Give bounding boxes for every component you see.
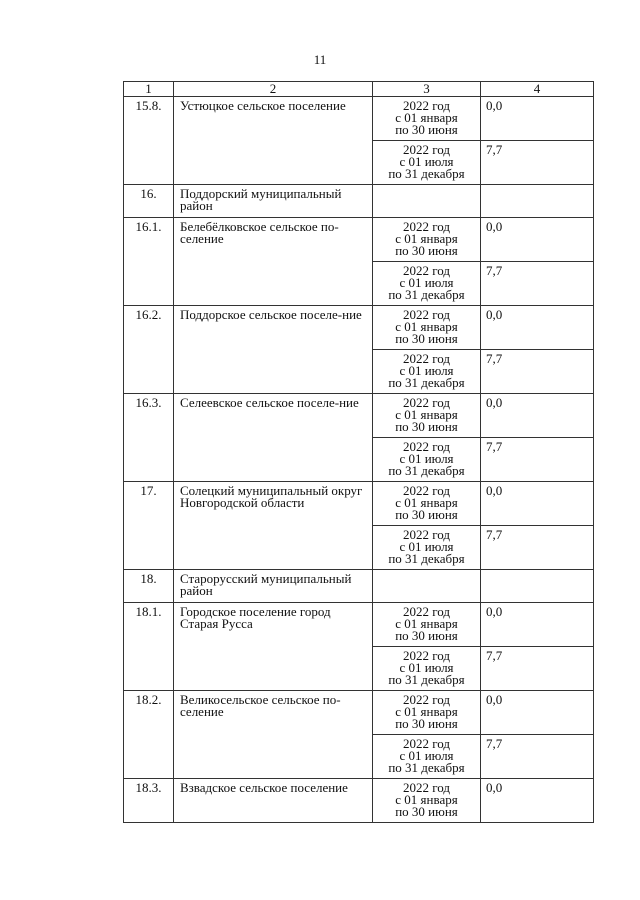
column-header: 4 [481, 82, 594, 97]
rate-value: 0,0 [481, 97, 594, 141]
table-row [124, 394, 594, 438]
period-line: с 01 июля [399, 363, 454, 378]
territory-name: Поддорское сельское поселе-ние [174, 306, 373, 394]
period-line: 2022 год [403, 142, 450, 157]
period-line: с 01 января [395, 704, 458, 719]
table-body [124, 82, 594, 823]
row-number: 16. [124, 185, 174, 218]
row-number: 16.3. [124, 394, 174, 482]
rate-value: 0,0 [481, 306, 594, 350]
rate-cell [481, 185, 594, 218]
period-line: по 31 декабря [388, 551, 465, 566]
period-line: с 01 июля [399, 451, 454, 466]
rate-value: 0,0 [481, 779, 594, 823]
row-number: 18.1. [124, 603, 174, 691]
period-line: 2022 год [403, 307, 450, 322]
period-line: по 30 июня [395, 628, 458, 643]
period-line: 2022 год [403, 604, 450, 619]
period-line: с 01 января [395, 231, 458, 246]
period-line: с 01 июля [399, 660, 454, 675]
column-header: 3 [373, 82, 481, 97]
rate-value: 0,0 [481, 482, 594, 526]
period-cell [373, 779, 481, 823]
period-line: с 01 июля [399, 748, 454, 763]
rate-value: 0,0 [481, 691, 594, 735]
period-line: 2022 год [403, 648, 450, 663]
period-cell [373, 570, 481, 603]
period-cell [373, 603, 481, 647]
territory-name: Великосельское сельское по-селение [174, 691, 373, 779]
period-cell [373, 647, 481, 691]
table-row [124, 306, 594, 350]
table-row [124, 779, 594, 823]
period-cell [373, 185, 481, 218]
rate-value: 7,7 [481, 526, 594, 570]
rate-cell [481, 570, 594, 603]
period-line: 2022 год [403, 219, 450, 234]
rate-value: 7,7 [481, 350, 594, 394]
period-line: с 01 июля [399, 275, 454, 290]
row-number: 18.2. [124, 691, 174, 779]
period-line: 2022 год [403, 692, 450, 707]
table-row [124, 218, 594, 262]
header-row [124, 82, 594, 97]
table-row [124, 97, 594, 141]
table-row [124, 691, 594, 735]
period-line: 2022 год [403, 483, 450, 498]
period-line: 2022 год [403, 98, 450, 113]
period-cell [373, 141, 481, 185]
row-number: 17. [124, 482, 174, 570]
period-line: по 31 декабря [388, 166, 465, 181]
period-line: с 01 января [395, 319, 458, 334]
territory-name: Городское поселение город Старая Русса [174, 603, 373, 691]
rate-value: 7,7 [481, 438, 594, 482]
period-cell [373, 218, 481, 262]
period-line: с 01 июля [399, 539, 454, 554]
period-line: по 31 декабря [388, 287, 465, 302]
period-line: с 01 июля [399, 154, 454, 169]
period-line: с 01 января [395, 495, 458, 510]
tariff-table [123, 81, 594, 823]
table-row [124, 482, 594, 526]
period-line: 2022 год [403, 780, 450, 795]
page-number: 11 [313, 52, 327, 67]
period-cell [373, 97, 481, 141]
period-line: по 30 июня [395, 804, 458, 819]
period-line: с 01 января [395, 110, 458, 125]
row-number: 16.1. [124, 218, 174, 306]
territory-name: Белебёлковское сельское по-селение [174, 218, 373, 306]
territory-name: Селеевское сельское поселе-ние [174, 394, 373, 482]
rate-value: 0,0 [481, 603, 594, 647]
period-line: по 30 июня [395, 419, 458, 434]
territory-name: Взвадское сельское поселение [174, 779, 373, 823]
table-row [124, 570, 594, 603]
rate-value: 7,7 [481, 647, 594, 691]
period-line: по 31 декабря [388, 375, 465, 390]
row-number: 15.8. [124, 97, 174, 185]
table-row [124, 603, 594, 647]
period-line: с 01 января [395, 792, 458, 807]
period-line: с 01 января [395, 616, 458, 631]
rate-value: 0,0 [481, 218, 594, 262]
period-line: 2022 год [403, 395, 450, 410]
period-line: 2022 год [403, 736, 450, 751]
period-cell [373, 691, 481, 735]
rate-value: 0,0 [481, 394, 594, 438]
period-line: по 31 декабря [388, 760, 465, 775]
period-cell [373, 438, 481, 482]
period-line: по 30 июня [395, 716, 458, 731]
rate-value: 7,7 [481, 262, 594, 306]
period-line: с 01 января [395, 407, 458, 422]
period-cell [373, 735, 481, 779]
row-number: 18. [124, 570, 174, 603]
period-line: по 30 июня [395, 331, 458, 346]
territory-name: Устюцкое сельское поселение [174, 97, 373, 185]
period-cell [373, 262, 481, 306]
period-cell [373, 526, 481, 570]
period-line: по 31 декабря [388, 463, 465, 478]
period-cell [373, 394, 481, 438]
period-line: по 30 июня [395, 122, 458, 137]
table-row [124, 185, 594, 218]
rate-value: 7,7 [481, 141, 594, 185]
territory-name: Поддорский муниципальный район [174, 185, 373, 218]
column-header: 2 [174, 82, 373, 97]
period-line: 2022 год [403, 527, 450, 542]
row-number: 18.3. [124, 779, 174, 823]
period-line: 2022 год [403, 351, 450, 366]
period-line: по 30 июня [395, 507, 458, 522]
territory-name: Старорусский муниципальный район [174, 570, 373, 603]
column-header: 1 [124, 82, 174, 97]
period-line: по 30 июня [395, 243, 458, 258]
rate-value: 7,7 [481, 735, 594, 779]
period-cell [373, 306, 481, 350]
period-cell [373, 482, 481, 526]
territory-name: Солецкий муниципальный округ Новгородской области [174, 482, 373, 570]
row-number: 16.2. [124, 306, 174, 394]
period-line: 2022 год [403, 439, 450, 454]
period-line: по 31 декабря [388, 672, 465, 687]
period-line: 2022 год [403, 263, 450, 278]
period-cell [373, 350, 481, 394]
